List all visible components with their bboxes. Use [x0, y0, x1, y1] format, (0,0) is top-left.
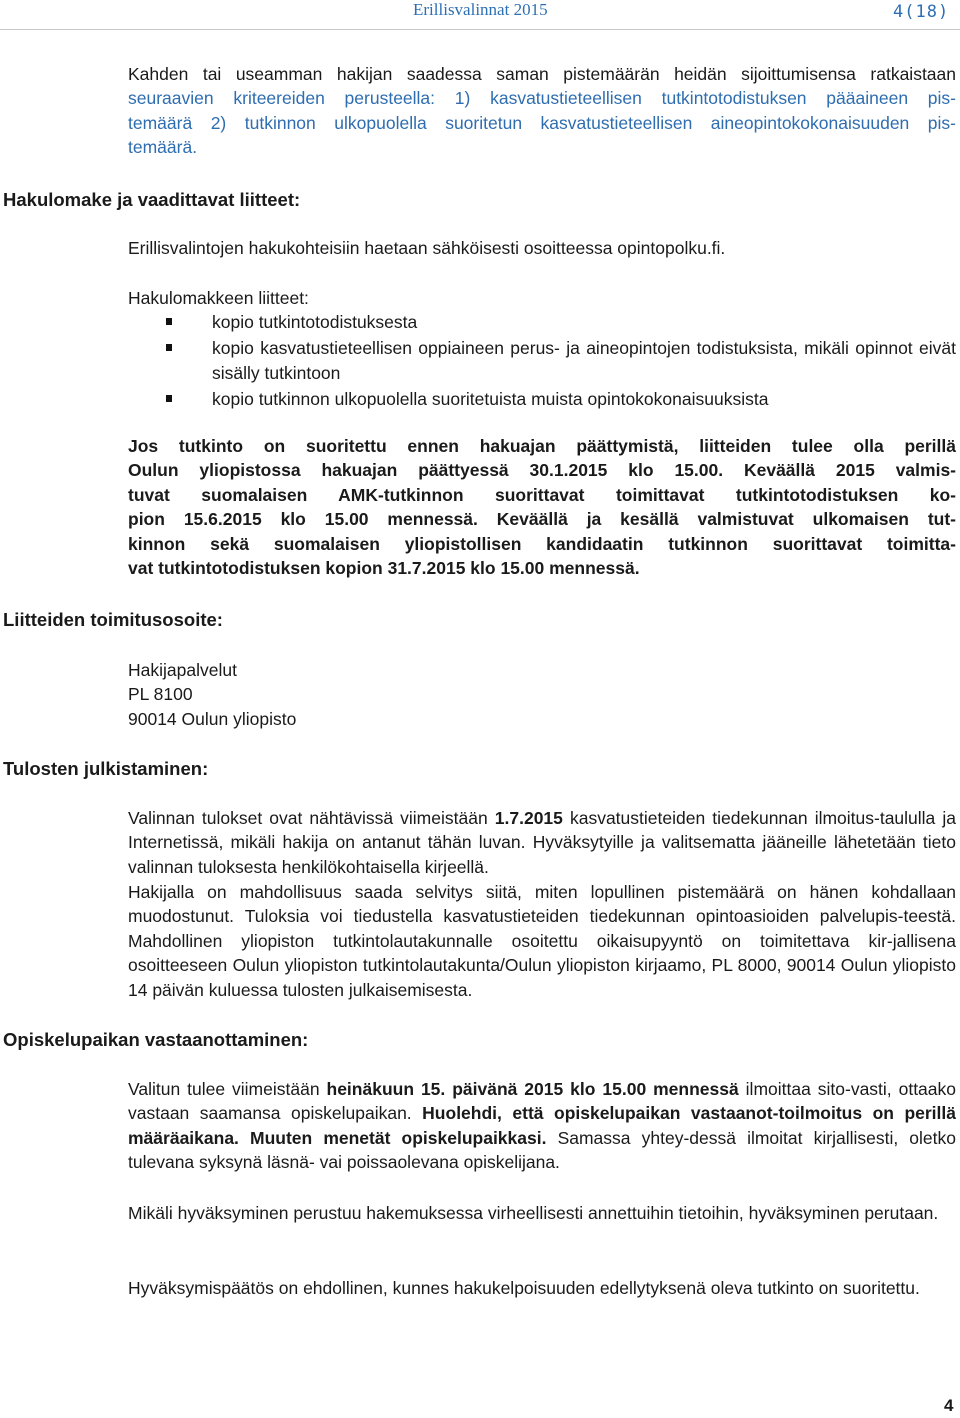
intro-line-3: temäärä 2) tutkinnon ulkopuolella suoritetun kasvatustieteellisen aineopintokokonaisuuden pis- [128, 112, 956, 133]
header-divider [0, 29, 960, 30]
heading-hakulomake: Hakulomake ja vaadittavat liitteet: [3, 189, 301, 210]
acceptance-paragraph-1: Valitun tulee viimeistään heinäkuun 15. päivänä 2015 klo 15.00 mennessä ilmoittaa sito-vasti, ottaako vastaan saamansa opiskelupaikan. Huolehdi, että opiskelupaikan vastaanot-toilmoitus on perillä määräaikana. Muuten menetät opiskelupaikkasi. Samassa yhtey-dessä ilmoitat kirjallisesti, oletko tulevana syksynä läsnä- vai poissaolevana opiskelijana. [128, 1079, 957, 1173]
heading-julkistaminen: Tulosten julkistaminen: [3, 758, 209, 779]
bullet-square-icon [166, 395, 172, 402]
heading-vastaanottaminen: Opiskelupaikan vastaanottaminen: [3, 1029, 309, 1050]
attachments-title: Hakulomakkeen liitteet: [128, 288, 309, 308]
attachments-list [128, 310, 956, 412]
deadline-line-4: pion 15.6.2015 klo 15.00 mennessä. Keväällä ja kesällä valmistuvat ulkomaisen tut- [128, 509, 956, 530]
intro-line-1: Kahden tai useamman hakijan saadessa saman pistemäärän heidän sijoittumisensa ratkaistaan [128, 64, 956, 84]
deadline-line-1: Jos tutkinto on suoritettu ennen hakuajan päättymistä, liitteiden tulee olla perillä [128, 436, 956, 456]
intro-paragraph [128, 62, 956, 160]
delivery-address [128, 658, 296, 731]
deadline-line-6: vat tutkintotodistuksen kopion 31.7.2015 klo 15.00 mennessä. [128, 558, 640, 579]
document-header-title: Erillisvalinnat 2015 [413, 0, 548, 19]
deadline-paragraph [128, 434, 956, 580]
address-line-3: 90014 Oulun yliopisto [128, 708, 297, 729]
list-item: kopio tutkintotodistuksesta [128, 310, 956, 334]
bullet-square-icon [166, 344, 172, 351]
hakulomake-text: Erillisvalintojen hakukohteisiin haetaan sähköisesti osoitteessa opintopolku.fi. [128, 238, 726, 258]
results-paragraph-1: Valinnan tulokset ovat nähtävissä viimeistään 1.7.2015 kasvatustieteiden tiedekunnan ilmoitus-taululla ja Internetissä, mikäli hakija on antanut tähän luvan. Hyväksytyille ja valitsematta jääneille lähetetään tieto valinnan tuloksesta henkilökohtaisella kirjeellä. [128, 808, 956, 877]
results-paragraph-2: Hakijalla on mahdollisuus saada selvitys siitä, miten lopullinen pistemäärä on hänen kohdallaan muodostunut. Tuloksia voi tiedustella kasvatustieteiden tiedekunnan opintoasioiden palvelupis-teestä. Mahdollinen yliopiston tutkintolautakunnalle osoitettu oikaisupyyntö on toimitettava kir-jallisena osoitteeseen Oulun yliopiston tutkintolautakunta/Oulun yliopiston kirjaamo, PL 8000, 90014 Oulun yliopisto 14 päivän kuluessa tulosten julkaisemisesta. [128, 882, 956, 1000]
deadline-line-2: Oulun yliopistossa hakuajan päättyessä 30.1.2015 klo 15.00. Keväällä 2015 valmis- [128, 460, 956, 481]
acceptance-paragraph-2: Mikäli hyväksyminen perustuu hakemuksessa virheellisesti annettuihin tietoihin, hyväksyminen perutaan. [128, 1203, 939, 1223]
intro-line-4: temäärä. [128, 137, 198, 158]
list-item: kopio tutkinnon ulkopuolella suoritetuista muista opintokokonaisuuksista [128, 387, 956, 411]
address-line-1: Hakijapalvelut [128, 660, 237, 680]
acceptance-paragraph-3: Hyväksymispäätös on ehdollinen, kunnes hakukelpoisuuden edellytyksenä oleva tutkinto on suoritettu. [128, 1278, 920, 1298]
page-indicator: 4(18) [893, 2, 950, 22]
deadline-line-3: tuvat suomalaisen AMK-tutkinnon suorittavat toimittavat tutkintotodistuksen ko- [128, 484, 956, 505]
intro-line-2: seuraavien kriteereiden perusteella: 1) kasvatustieteellisen tutkintotodistuksen pääaineen pis- [128, 88, 956, 109]
deadline-line-5: kinnon sekä suomalaisen yliopistollisen kandidaatin tutkinnon suorittavat toimitta- [128, 533, 956, 554]
list-item: kopio kasvatustieteellisen oppiaineen perus- ja aineopintojen todistuksista, mikäli opinnot eivät sisälly tutkintoon [128, 336, 956, 385]
footer-page-number: 4 [944, 1396, 954, 1415]
address-line-2: PL 8100 [128, 684, 193, 705]
heading-toimitusosoite: Liitteiden toimitusosoite: [3, 609, 223, 630]
bullet-square-icon [166, 318, 172, 325]
